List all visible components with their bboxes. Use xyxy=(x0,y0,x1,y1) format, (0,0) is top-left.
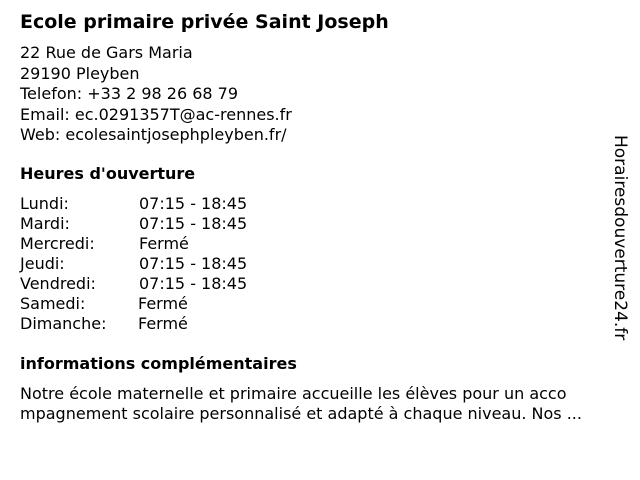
website-link[interactable]: Web: ecolesaintjosephpleyben.fr/ xyxy=(20,125,287,144)
additional-info-heading: informations complémentaires xyxy=(20,354,297,373)
day-label: Lundi: xyxy=(20,194,69,213)
hours-value: Fermé xyxy=(138,314,188,333)
hours-value: Fermé xyxy=(138,294,188,313)
hours-value: 07:15 - 18:45 xyxy=(139,214,248,233)
hours-row-monday xyxy=(20,194,320,214)
day-label: Vendredi: xyxy=(20,274,96,293)
hours-value: Fermé xyxy=(139,234,189,253)
day-label: Mercredi: xyxy=(20,234,95,253)
hours-value: 07:15 - 18:45 xyxy=(139,254,248,273)
additional-info-text xyxy=(20,384,630,424)
business-name: Ecole primaire privée Saint Joseph xyxy=(20,11,389,33)
email-address[interactable]: Email: ec.0291357T@ac-rennes.fr xyxy=(20,104,292,124)
opening-hours-heading: Heures d'ouverture xyxy=(20,164,196,183)
hours-value: 07:15 - 18:45 xyxy=(139,194,248,213)
hours-row-tuesday xyxy=(20,214,320,234)
hours-value: 07:15 - 18:45 xyxy=(139,274,248,293)
phone-number[interactable]: Telefon: +33 2 98 26 68 79 xyxy=(20,84,239,103)
hours-row-sunday xyxy=(20,314,320,334)
day-label: Mardi: xyxy=(20,214,70,233)
day-label: Dimanche: xyxy=(20,314,107,333)
address-city: 29190 Pleyben xyxy=(20,63,140,83)
hours-row-thursday xyxy=(20,254,320,274)
day-label: Jeudi: xyxy=(20,254,65,273)
contact-block xyxy=(20,43,292,146)
site-watermark: Horairesdouverture24.fr xyxy=(610,135,630,341)
day-label: Samedi: xyxy=(20,294,86,313)
hours-row-saturday xyxy=(20,294,320,314)
opening-hours-table xyxy=(20,194,320,334)
description-line: Notre école maternelle et primaire accueille les élèves pour un acco xyxy=(20,384,567,403)
description-line: mpagnement scolaire personnalisé et adapté à chaque niveau. Nos ... xyxy=(20,404,582,423)
address-street: 22 Rue de Gars Maria xyxy=(20,43,193,62)
hours-row-wednesday xyxy=(20,234,320,254)
hours-row-friday xyxy=(20,274,320,294)
